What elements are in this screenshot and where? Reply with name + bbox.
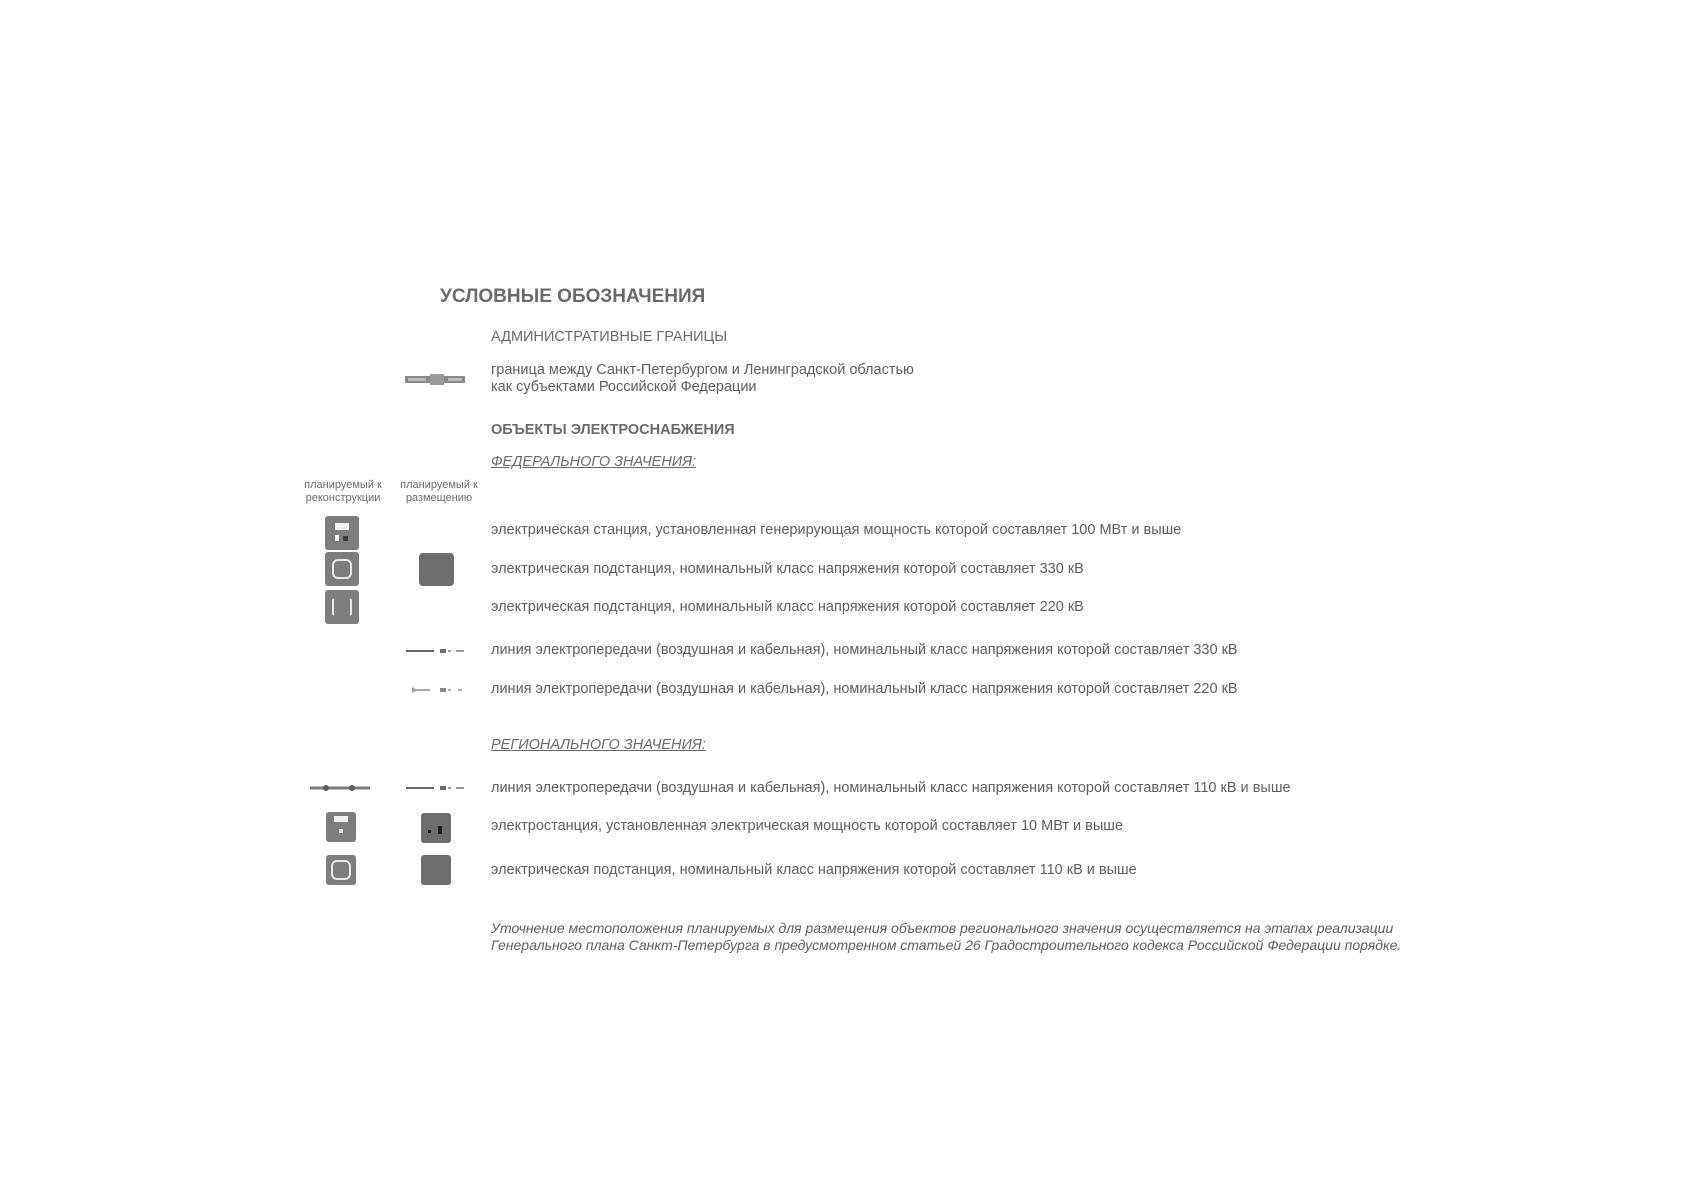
note-line-2: Генерального плана Санкт-Петербурга в предусмотренном статьей 26 Градостроительного кодекса Российской Федерации порядке.	[491, 937, 1402, 953]
boundary-description-line-2: как субъектами Российской Федерации	[491, 379, 757, 395]
regional-item-power-station: электростанция, установленная электрическая мощность которой составляет 10 МВт и выше	[491, 818, 1124, 834]
line-110-placement-symbol	[404, 781, 466, 795]
legend-title: УСЛОВНЫЕ ОБОЗНАЧЕНИЯ	[440, 286, 706, 307]
line-110-reconstruction-symbol	[308, 781, 372, 795]
regional-heading: РЕГИОНАЛЬНОГО ЗНАЧЕНИЯ:	[491, 737, 706, 753]
federal-item-line-330: линия электропередачи (воздушная и кабельная), номинальный класс напряжения которой составляет 330 кВ	[491, 642, 1238, 658]
boundary-line-symbol	[404, 371, 466, 387]
power-station-10mw-placement-icon	[421, 813, 451, 843]
substation-330-reconstruction-icon	[325, 552, 359, 586]
power-station-reconstruction-icon	[325, 516, 359, 550]
substation-220-reconstruction-icon	[325, 590, 359, 624]
line-330-placement-symbol	[404, 644, 466, 658]
federal-item-substation-220: электрическая подстанция, номинальный класс напряжения которой составляет 220 кВ	[491, 599, 1084, 615]
regional-item-line-110: линия электропередачи (воздушная и кабельная), номинальный класс напряжения которой составляет 110 кВ и выше	[491, 780, 1291, 796]
column-header-reconstruction: планируемый к реконструкции	[304, 479, 382, 504]
substation-330-placement-icon	[419, 553, 454, 586]
power-station-10mw-reconstruction-icon	[326, 812, 356, 842]
federal-item-substation-330: электрическая подстанция, номинальный класс напряжения которой составляет 330 кВ	[491, 561, 1084, 577]
federal-item-line-220: линия электропередачи (воздушная и кабельная), номинальный класс напряжения которой составляет 220 кВ	[491, 681, 1238, 697]
note-line-1: Уточнение местоположения планируемых для размещения объектов регионального значения осуществляется на этапах реализации	[491, 920, 1394, 936]
regional-item-substation-110: электрическая подстанция, номинальный класс напряжения которой составляет 110 кВ и выше	[491, 862, 1137, 878]
line-220-placement-symbol	[404, 683, 466, 697]
federal-heading: ФЕДЕРАЛЬНОГО ЗНАЧЕНИЯ:	[491, 454, 697, 470]
substation-110-reconstruction-icon	[326, 855, 356, 885]
admin-boundaries-heading: АДМИНИСТРАТИВНЫЕ ГРАНИЦЫ	[491, 329, 728, 345]
substation-110-placement-icon	[421, 855, 451, 885]
column-header-placement: планируемый к размещению	[400, 479, 478, 504]
power-objects-heading: ОБЪЕКТЫ ЭЛЕКТРОСНАБЖЕНИЯ	[491, 422, 735, 438]
federal-item-power-station: электрическая станция, установленная генерирующая мощность которой составляет 100 МВт и выше	[491, 522, 1182, 538]
boundary-description-line-1: граница между Санкт-Петербургом и Ленинградской областью	[491, 362, 914, 378]
